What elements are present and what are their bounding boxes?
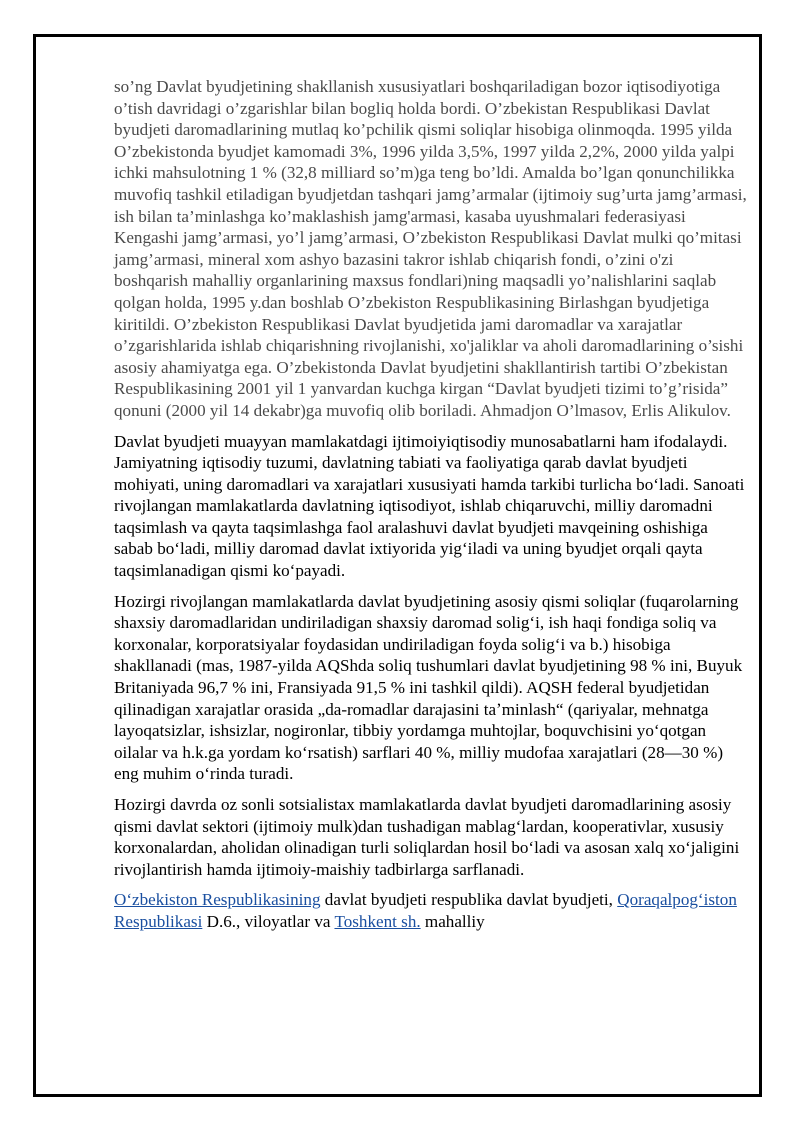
paragraph-2: Davlat byudjeti muayyan mamlakatdagi ijtimoiyiqtisodiy munosabatlarni ham ifodalaydi. Jamiyatning iqtisodiy tuzumi, davlatning tabiati va faoliyatiga qarab davlat byudjeti mohiyati, uning daromadlari va xarajatlari xususiyati hamda tarkibi turlicha boʻladi. Sanoati rivojlangan mamlakatlarda davlatning iqtisodiyot, ishlab chiqaruvchi, milliy daromadni taqsimlash va qayta taqsimlashga faol aralashuvi davlat byudjeti mavqeining oshishiga sabab boʻladi, milliy daromad davlat ixtiyorida yigʻiladi va uning byudjet orqali qayta taqsimlanadigan qismi koʻpayadi.	[114, 431, 745, 581]
paragraph-4: Hozirgi davrda oz sonli sotsialistax mamlakatlarda davlat byudjeti daromadlarining asosiy qismi davlat sektori (ijtimoiy mulk)dan tushadigan mablagʻlardan, kooperativlar, xususiy korxonalardan, aholidan olinadigan turli soliqlardan hosil boʻladi va asosan xalq xoʻjaligini rivojlantirish hamda ijtimoiy-maishiy tadbirlarga sarflanadi.	[114, 795, 740, 879]
link-karakalpakstan-republic[interactable]: Qoraqalpogʻiston Respublikasi	[114, 890, 737, 931]
link-tashkent-city[interactable]: Toshkent sh.	[334, 911, 421, 931]
paragraph-5-text-2: D.6., viloyatlar va	[202, 911, 335, 931]
paragraph-1: so’ng Davlat byudjetining shakllanish xususiyatlari boshqariladigan bozor iqtisodiyotiga o’tish davridagi o’zgarishlar bilan bogliq holda bordi. O’zbekistan Respublikasi Davlat byudjeti daromadlarining mutlaq ko’pchilik qismi soliqlar hisobiga olinmoqda. 1995 yilda O’zbekistonda byudjet kamomadi 3%, 1996 yilda 3,5%, 1997 yilda 2,2%, 2000 yilda yalpi ichki mahsulotning 1 % (32,8 milliard so’m)ga teng bo’ldi. Amalda bo’lgan qonunchilikka muvofiq tashkil etiladigan byudjetdan tashqari jamg’armalar (ijtimoiy sug’urta jamg’armasi, ish bilan ta’minlashga ko’maklashish jamg'armasi, kasaba uyushmalari federasiyasi Kengashi jamg’armasi, yo’l jamg’armasi, O’zbekiston Respublikasi Davlat mulki qo’mitasi jamg’armasi, mineral xom ashyo bazasini takror ishlab chiqarish fondi, o’zini o'zi boshqarish mahalliy organlarining maxsus fondlari)ning maqsadli yo’nalishlarini saqlab qolgan holda, 1995 y.dan boshlab O’zbekiston Respublikasining Birlashgan byudjetiga kiritildi. O’zbekiston Respublikasi Davlat byudjetida jami daromadlar va xarajatlar o’zgarishlarida ishlab chiqarishning rivojlanishi, xo'jaliklar va aholi daromadlarining o’sishi asosiy ahamiyatga ega. O’zbekistonda Davlat byudjetini shakllantirish tartibi O’zbekistan Respublikasining 2001 yil 1 yanvardan kuchga kirgan “Davlat byudjeti tizimi to’g’risida” qonuni (2000 yil 14 dekabr)ga muvofiq olib boriladi. Ahmadjon O’lmasov, Erlis Alikulov.	[114, 77, 747, 420]
paragraph-5-text-1: davlat byudjeti respublika davlat byudjeti,	[320, 890, 618, 910]
document-body	[114, 76, 750, 942]
link-uzbekistan-republic[interactable]: Oʻzbekiston Respublikasining	[114, 890, 321, 910]
paragraph-3: Hozirgi rivojlangan mamlakatlarda davlat byudjetining asosiy qismi soliqlar (fuqarolarning shaxsiy daromadlaridan undiriladigan shaxsiy daromad soligʻi, ish haqi fondiga soliq va korxonalar, korporatsiyalar foydasidan undiriladigan foyda soligʻi va b.) hisobiga shakllanadi (mas, 1987-yilda AQShda soliq tushumlari davlat byudjetining 98 % ini, Buyuk Britaniyada 96,7 % ini, Fransiyada 91,5 % ini tashkil qildi). AQSH federal byudjetidan qilinadigan xarajatlar orasida „da-romadlar darajasini taʼminlash“ (qariyalar, mehnatga layoqatsizlar, ishsizlar, nogironlar, tibbiy yordamga muhtojlar, boquvchisini yoʻqotgan oilalar va h.k.ga yordam koʻrsatish) sarflari 40 %, milliy mudofaa xarajatlari (28—30 %) eng muhim oʻrinda turadi.	[114, 591, 743, 784]
paragraph-5	[114, 889, 750, 932]
paragraph-5-text-3: mahalliy	[420, 911, 485, 931]
